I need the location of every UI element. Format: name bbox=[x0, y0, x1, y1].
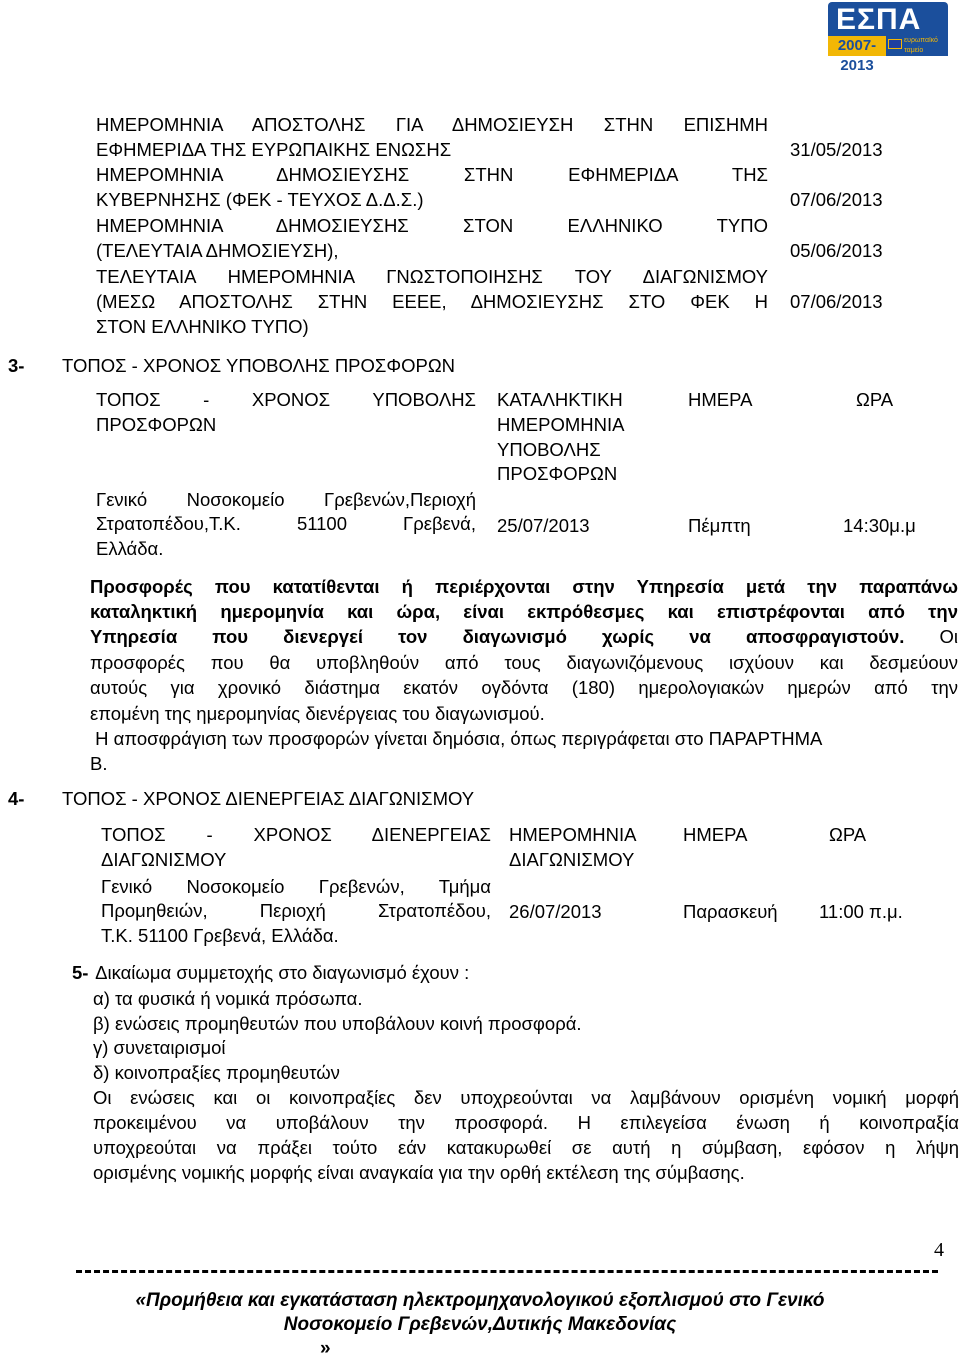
consortium-line-4: ορισμένης νομικής μορφής είναι αναγκαία για την ορθή εκτέλεση της σύμβασης. bbox=[93, 1162, 745, 1183]
late-line-2: καταληκτική ημερομηνία και ώρα, είναι εκπρόθεσμες και επιστρέφονται από την bbox=[90, 601, 958, 622]
sub-h1b: ΠΡΟΣΦΟΡΩΝ bbox=[96, 414, 217, 435]
row3-date: 05/06/2013 bbox=[790, 240, 883, 261]
sub-day: Πέμπτη bbox=[688, 515, 751, 536]
section4-number: 4- bbox=[8, 788, 25, 809]
validity-line-2: αυτούς για χρονικό διάστημα εκατόν ογδόντα (180) ημερολογιακών ημερών από την bbox=[90, 677, 958, 698]
logo-banner bbox=[828, 2, 948, 36]
row2-line1: ΗΜΕΡΟΜΗΝΙΑ ΔΗΜΟΣΙΕΥΣΗΣ ΣΤΗΝ ΕΦΗΜΕΡΙΔΑ ΤΗΣ bbox=[96, 164, 768, 185]
list-item: δ) κοινοπραξίες προμηθευτών bbox=[93, 1062, 340, 1083]
proc-place-c: Τ.Κ. 51100 Γρεβενά, Ελλάδα. bbox=[101, 925, 339, 946]
proc-h1b: ΔΙΑΓΩΝΙΣΜΟΥ bbox=[101, 849, 227, 870]
footer-title-line-2-wrap bbox=[0, 1312, 960, 1337]
proc-h2a: ΗΜΕΡΟΜΗΝΙΑ bbox=[509, 824, 637, 845]
row3-line2: (ΤΕΛΕΥΤΑΙΑ ΔΗΜΟΣΙΕΥΣΗ), bbox=[96, 240, 339, 261]
validity-line-3: επομένη της ημερομηνίας διενέργειας του διαγωνισμού. bbox=[90, 703, 545, 724]
sub-h2b: ΗΜΕΡΟΜΗΝΙΑ bbox=[497, 414, 625, 435]
proc-place-b: Προμηθειών, Περιοχή Στρατοπέδου, bbox=[101, 900, 491, 921]
logo-text: ΕΣΠΑ bbox=[836, 3, 922, 36]
eu-flag-icon bbox=[888, 39, 902, 49]
proc-h1a: ΤΟΠΟΣ - ΧΡΟΝΟΣ ΔΙΕΝΕΡΓΕΙΑΣ bbox=[101, 824, 491, 845]
sub-place-c: Ελλάδα. bbox=[96, 538, 164, 559]
proc-h2b: ΔΙΑΓΩΝΙΣΜΟΥ bbox=[509, 849, 635, 870]
page-number: 4 bbox=[934, 1239, 944, 1261]
section5-title: Δικαίωμα συμμετοχής στο διαγωνισμό έχουν : bbox=[91, 962, 470, 983]
sub-h2a: ΚΑΤΑΛΗΚΤΙΚΗ bbox=[497, 389, 623, 410]
late-line-3-tail: Οι bbox=[904, 626, 958, 647]
footer-title-line-1: «Προμήθεια και εγκατάσταση ηλεκτρομηχανολογικού εξοπλισμού στο Γενικό bbox=[135, 1290, 825, 1311]
unseal-line: Η αποσφράγιση των προσφορών γίνεται δημόσια, όπως περιγράφεται στο ΠΑΡΑΡΤΗΜΑ bbox=[90, 728, 823, 749]
consortium-line-3: υποχρεούται να πράξει τούτο εάν κατακυρωθεί σε αυτή η σύμβαση, εφόσον η λήψη bbox=[93, 1137, 959, 1158]
row1-line1: ΗΜΕΡΟΜΗΝΙΑ ΑΠΟΣΤΟΛΗΣ ΓΙΑ ΔΗΜΟΣΙΕΥΣΗ ΣΤΗΝ ΕΠΙΣΗΜΗ bbox=[96, 114, 768, 135]
sub-h2c: ΥΠΟΒΟΛΗΣ bbox=[497, 439, 601, 460]
proc-h4: ΩΡΑ bbox=[829, 824, 867, 845]
late-line-3-bold: Υπηρεσία που διενεργεί τον διαγωνισμό χωρίς να αποσφραγιστούν. bbox=[90, 626, 905, 647]
footer-title-line-2: Νοσοκομείο Γρεβενών,Δυτικής Μακεδονίας bbox=[283, 1314, 677, 1335]
logo-tagline: ευρωπαϊκό ταμείο bbox=[886, 36, 948, 56]
section3-number: 3- bbox=[8, 355, 25, 376]
section4-title: ΤΟΠΟΣ - ΧΡΟΝΟΣ ΔΙΕΝΕΡΓΕΙΑΣ ΔΙΑΓΩΝΙΣΜΟΥ bbox=[62, 788, 475, 809]
row2-date: 07/06/2013 bbox=[790, 189, 883, 210]
row4-line1: ΤΕΛΕΥΤΑΙΑ ΗΜΕΡΟΜΗΝΙΑ ΓΝΩΣΤΟΠΟΙΗΣΗΣ ΤΟΥ ΔΙΑΓΩΝΙΣΜΟΥ bbox=[96, 266, 768, 287]
proc-h3: ΗΜΕΡΑ bbox=[683, 824, 748, 845]
consortium-line-2: προκειμένου να υποβάλουν την προσφορά. Η επιλεγείσα ένωση ή κοινοπραξία bbox=[93, 1112, 959, 1133]
sub-date: 25/07/2013 bbox=[497, 515, 590, 536]
proc-date: 26/07/2013 bbox=[509, 901, 602, 922]
row1-date: 31/05/2013 bbox=[790, 139, 883, 160]
sub-place-b: Στρατοπέδου,Τ.Κ. 51100 Γρεβενά, bbox=[96, 513, 476, 534]
row1-line2: ΕΦΗΜΕΡΙΔΑ ΤΗΣ ΕΥΡΩΠΑΙΚΗΣ ΕΝΩΣΗΣ bbox=[96, 139, 452, 160]
row4-line3: ΣΤΟΝ ΕΛΛΗΝΙΚΟ ΤΥΠΟ) bbox=[96, 316, 309, 337]
espa-logo bbox=[828, 2, 958, 74]
sub-h2d: ΠΡΟΣΦΟΡΩΝ bbox=[497, 463, 618, 484]
list-item: γ) συνεταιρισμοί bbox=[93, 1037, 226, 1058]
sub-h3: ΗΜΕΡΑ bbox=[688, 389, 753, 410]
sub-h1a: ΤΟΠΟΣ - ΧΡΟΝΟΣ ΥΠΟΒΟΛΗΣ bbox=[96, 389, 476, 410]
logo-years: 2007-2013 bbox=[828, 36, 886, 56]
row3-line1: ΗΜΕΡΟΜΗΝΙΑ ΔΗΜΟΣΙΕΥΣΗΣ ΣΤΟΝ ΕΛΛΗΝΙΚΟ ΤΥΠΟ bbox=[96, 215, 768, 236]
proc-time: 11:00 π.μ. bbox=[819, 901, 903, 922]
section3-title: ΤΟΠΟΣ - ΧΡΟΝΟΣ ΥΠΟΒΟΛΗΣ ΠΡΟΣΦΟΡΩΝ bbox=[62, 355, 456, 376]
row2-line2: ΚΥΒΕΡΝΗΣΗΣ (ΦΕΚ - ΤΕΥΧΟΣ Δ.Δ.Σ.) bbox=[96, 189, 424, 210]
unseal-line-2: Β. bbox=[90, 753, 108, 774]
late-line-1: Προσφορές που κατατίθενται ή περιέρχονται στην Υπηρεσία μετά την παραπάνω bbox=[90, 576, 958, 597]
proc-day: Παρασκευή bbox=[683, 901, 778, 922]
list-item: β) ενώσεις προμηθευτών που υποβάλουν κοινή προσφορά. bbox=[93, 1013, 582, 1034]
validity-line-1: προσφορές που θα υποβληθούν από τους διαγωνιζόμενους ισχύουν και δεσμεύουν bbox=[90, 652, 958, 673]
row4-line2: (ΜΕΣΩ ΑΠΟΣΤΟΛΗΣ ΣΤΗΝ ΕΕΕΕ, ΔΗΜΟΣΙΕΥΣΗΣ ΣΤΟ ΦΕΚ Η bbox=[96, 291, 768, 312]
row4-date: 07/06/2013 bbox=[790, 291, 883, 312]
consortium-line-1: Οι ενώσεις και οι κοινοπραξίες δεν υποχρεούνται να λαμβάνουν ορισμένη νομική μορφή bbox=[93, 1087, 959, 1108]
proc-place-a: Γενικό Νοσοκομείο Γρεβενών, Τμήμα bbox=[101, 876, 491, 897]
late-line-3 bbox=[90, 624, 958, 649]
footer-quote-close: » bbox=[320, 1338, 331, 1359]
section5-number: 5- bbox=[72, 962, 89, 983]
list-item: α) τα φυσικά ή νομικά πρόσωπα. bbox=[93, 988, 363, 1009]
sub-time: 14:30μ.μ bbox=[843, 515, 916, 536]
sub-place-a: Γενικό Νοσοκομείο Γρεβενών,Περιοχή bbox=[96, 489, 476, 510]
sub-h4: ΩΡΑ bbox=[856, 389, 894, 410]
footer-divider bbox=[76, 1270, 938, 1273]
